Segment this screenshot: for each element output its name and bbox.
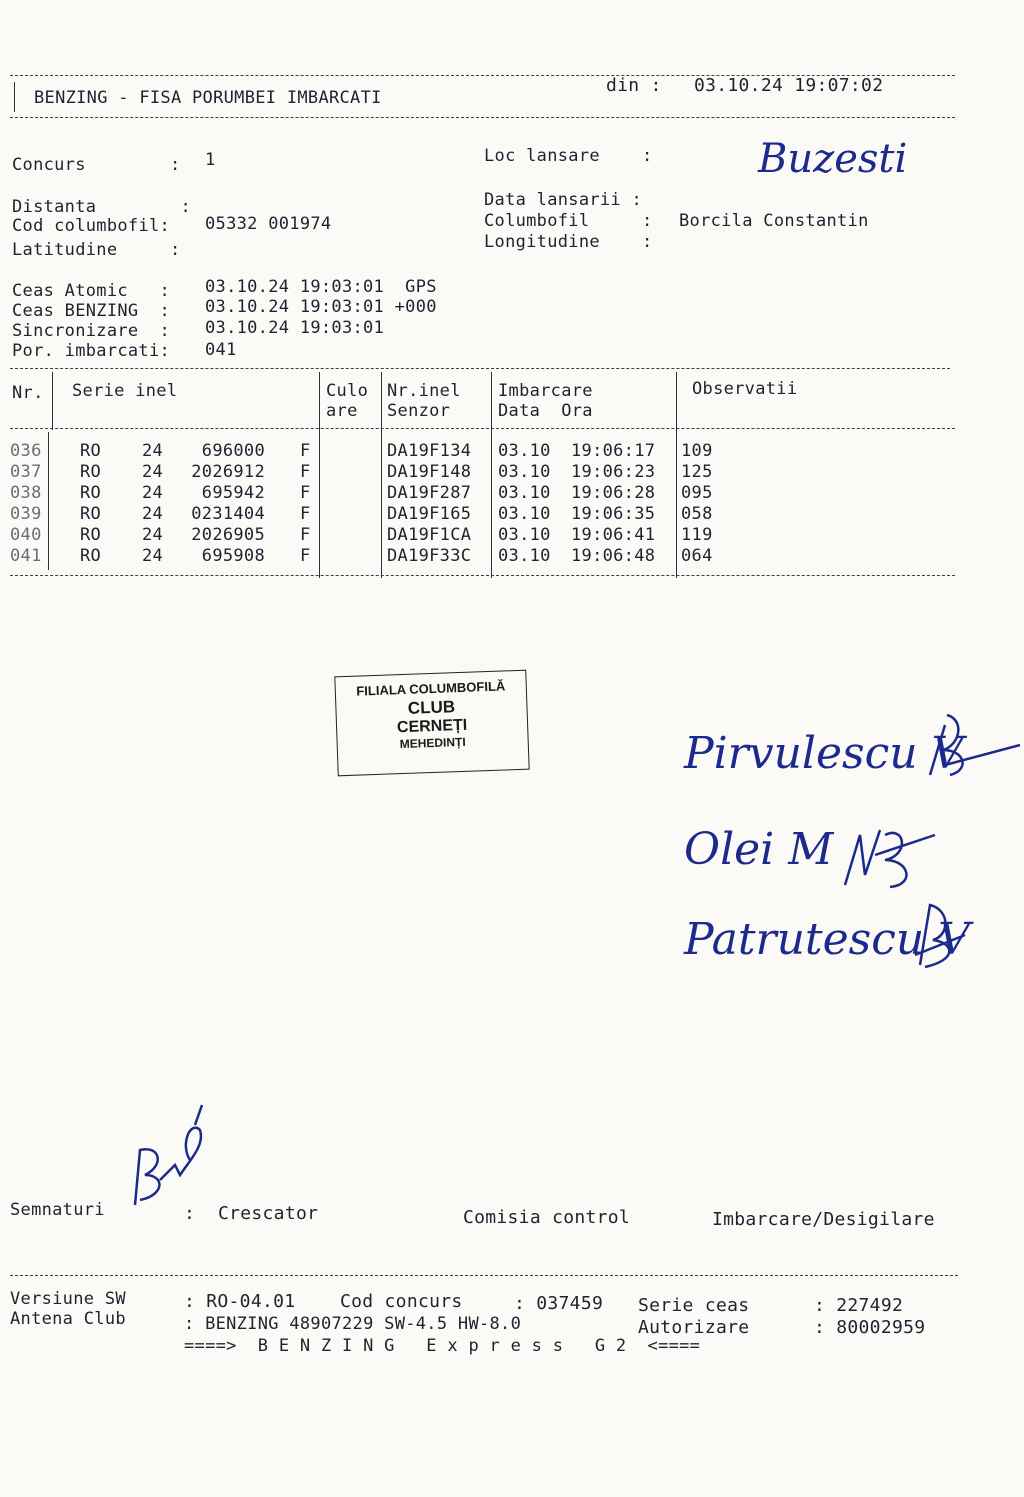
stamp-line-2: CLUB xyxy=(407,697,456,718)
cell-ring: 695942 xyxy=(201,483,265,503)
cell-observatii: 064 xyxy=(681,546,713,566)
cell-sex: F xyxy=(300,483,311,503)
table-divider-nr-body xyxy=(48,432,49,570)
distanta-label: Distanta : xyxy=(12,197,192,217)
col-header-culoare-1: Culo xyxy=(326,381,369,401)
cell-country: RO xyxy=(80,546,102,566)
cod-concurs-label: Cod concurs xyxy=(340,1291,463,1312)
cell-nr: 041 xyxy=(10,546,42,566)
cell-date: 03.10 xyxy=(498,483,551,503)
cell-year: 24 xyxy=(142,483,164,503)
din-label: din : xyxy=(606,75,662,96)
cell-nr: 038 xyxy=(10,483,42,503)
table-divider-culoare xyxy=(381,372,382,578)
ceas-atomic-value: 03.10.24 19:03:01 GPS xyxy=(205,277,437,297)
cell-observatii: 109 xyxy=(681,441,713,461)
signature-scribble-1 xyxy=(925,705,1024,785)
loc-lansare-handwritten: Buzesti xyxy=(758,136,908,182)
cell-time: 19:06:48 xyxy=(571,546,656,566)
serie-ceas-label: Serie ceas xyxy=(638,1295,750,1316)
antena-club-value: : BENZING 48907229 SW-4.5 HW-8.0 xyxy=(184,1314,522,1334)
cell-country: RO xyxy=(80,504,102,524)
cell-sensor: DA19F165 xyxy=(387,504,472,524)
autorizare-value: : 80002959 xyxy=(814,1317,926,1338)
cell-time: 19:06:23 xyxy=(571,462,656,482)
col-header-serie: Serie inel xyxy=(72,381,178,401)
signature-scribble-3 xyxy=(905,895,975,975)
autorizare-label: Autorizare xyxy=(638,1317,750,1338)
benzing-express-banner: ====> B E N Z I N G E x p r e s s G 2 <==== xyxy=(184,1336,701,1356)
serie-ceas-value: : 227492 xyxy=(814,1295,904,1316)
cell-country: RO xyxy=(80,441,102,461)
club-stamp xyxy=(334,670,529,777)
versiune-sw-value: : RO-04.01 xyxy=(184,1291,296,1312)
din-datetime: 03.10.24 19:07:02 xyxy=(694,75,884,96)
cell-ring: 0231404 xyxy=(191,504,265,524)
ceas-benzing-label: Ceas BENZING : xyxy=(12,301,171,321)
columbofil-label: Columbofil : xyxy=(484,211,653,231)
cell-ring: 2026912 xyxy=(191,462,265,482)
cell-nr: 036 xyxy=(10,441,42,461)
cell-time: 19:06:28 xyxy=(571,483,656,503)
header-left-border xyxy=(14,82,15,112)
table-divider-serie xyxy=(319,372,320,578)
cell-year: 24 xyxy=(142,546,164,566)
cell-date: 03.10 xyxy=(498,504,551,524)
handwritten-signature-3: Patrutescu V xyxy=(684,914,970,965)
cell-year: 24 xyxy=(142,525,164,545)
loc-lansare-label: Loc lansare : xyxy=(484,146,653,166)
semnaturi-label: Semnaturi xyxy=(10,1200,105,1220)
crescator-signature xyxy=(120,1100,210,1210)
cell-year: 24 xyxy=(142,441,164,461)
col-header-nrinel-1: Nr.inel xyxy=(387,381,461,401)
table-bottom-rule xyxy=(10,575,955,576)
stamp-line-1: FILIALA COLUMBOFILĂ xyxy=(356,678,506,699)
table-header-rule xyxy=(10,428,955,429)
cell-date: 03.10 xyxy=(498,525,551,545)
table-top-rule xyxy=(10,368,950,369)
cell-nr: 037 xyxy=(10,462,42,482)
col-header-imbarcare-2: Data Ora xyxy=(498,401,593,421)
sincronizare-value: 03.10.24 19:03:01 xyxy=(205,318,385,338)
cell-observatii: 119 xyxy=(681,525,713,545)
versiune-sw-label: Versiune SW xyxy=(10,1289,126,1309)
cell-time: 19:06:17 xyxy=(571,441,656,461)
cell-country: RO xyxy=(80,483,102,503)
cell-sex: F xyxy=(300,546,311,566)
cell-sensor: DA19F1CA xyxy=(387,525,472,545)
cell-sensor: DA19F134 xyxy=(387,441,472,461)
stamp-line-3: CERNEȚI xyxy=(396,716,468,737)
cell-country: RO xyxy=(80,462,102,482)
data-lansarii-label: Data lansarii : xyxy=(484,190,643,210)
por-imbarcati-value: 041 xyxy=(205,340,237,360)
cell-ring: 2026905 xyxy=(191,525,265,545)
comisia-control-label: Comisia control xyxy=(463,1207,631,1228)
handwritten-signature-1: Pirvulescu V xyxy=(684,728,964,779)
latitudine-label: Latitudine : xyxy=(12,240,181,260)
cell-year: 24 xyxy=(142,462,164,482)
cell-sex: F xyxy=(300,525,311,545)
ceas-atomic-label: Ceas Atomic : xyxy=(12,281,171,301)
cell-observatii: 125 xyxy=(681,462,713,482)
handwritten-signature-2: Olei M xyxy=(684,824,834,875)
signature-scribble-2 xyxy=(835,815,945,895)
cell-sex: F xyxy=(300,462,311,482)
cell-time: 19:06:35 xyxy=(571,504,656,524)
cell-sensor: DA19F287 xyxy=(387,483,472,503)
col-header-imbarcare-1: Imbarcare xyxy=(498,381,593,401)
col-header-nr: Nr. xyxy=(12,383,44,403)
cell-nr: 040 xyxy=(10,525,42,545)
crescator-label: Crescator xyxy=(218,1203,319,1224)
col-header-observatii: Observatii xyxy=(692,379,798,399)
cod-concurs-value: : 037459 xyxy=(514,1293,604,1314)
cell-year: 24 xyxy=(142,504,164,524)
antena-club-label: Antena Club xyxy=(10,1309,126,1329)
header-bottom-rule xyxy=(10,117,955,118)
cell-nr: 039 xyxy=(10,504,42,524)
cell-date: 03.10 xyxy=(498,441,551,461)
semnaturi-colon: : xyxy=(184,1203,196,1224)
col-header-culoare-2: are xyxy=(326,401,358,421)
table-divider-imbarcare xyxy=(676,372,677,578)
cell-date: 03.10 xyxy=(498,462,551,482)
cell-ring: 696000 xyxy=(201,441,265,461)
cell-observatii: 058 xyxy=(681,504,713,524)
document-title: BENZING - FISA PORUMBEI IMBARCATI xyxy=(34,88,382,108)
longitudine-label: Longitudine : xyxy=(484,232,653,252)
concurs-value: 1 xyxy=(205,150,216,170)
cell-observatii: 095 xyxy=(681,483,713,503)
imbarcare-desigilare-label: Imbarcare/Desigilare xyxy=(712,1209,935,1230)
ceas-benzing-value: 03.10.24 19:03:01 +000 xyxy=(205,297,437,317)
por-imbarcati-label: Por. imbarcati: xyxy=(12,341,171,361)
stamp-line-4: MEHEDINȚI xyxy=(399,734,466,752)
concurs-label: Concurs : xyxy=(12,155,181,175)
sincronizare-label: Sincronizare : xyxy=(12,321,171,341)
cod-columbofil-label: Cod columbofil: xyxy=(12,216,171,236)
cell-time: 19:06:41 xyxy=(571,525,656,545)
cell-sex: F xyxy=(300,441,311,461)
table-divider-nr xyxy=(52,372,53,430)
cell-sex: F xyxy=(300,504,311,524)
cell-sensor: DA19F148 xyxy=(387,462,472,482)
table-divider-nrinel xyxy=(491,372,492,578)
col-header-nrinel-2: Senzor xyxy=(387,401,451,421)
cell-ring: 695908 xyxy=(201,546,265,566)
columbofil-name: Borcila Constantin xyxy=(679,211,869,231)
footer-rule xyxy=(10,1275,958,1276)
cell-sensor: DA19F33C xyxy=(387,546,472,566)
cell-country: RO xyxy=(80,525,102,545)
cell-date: 03.10 xyxy=(498,546,551,566)
cod-columbofil-value: 05332 001974 xyxy=(205,214,332,234)
